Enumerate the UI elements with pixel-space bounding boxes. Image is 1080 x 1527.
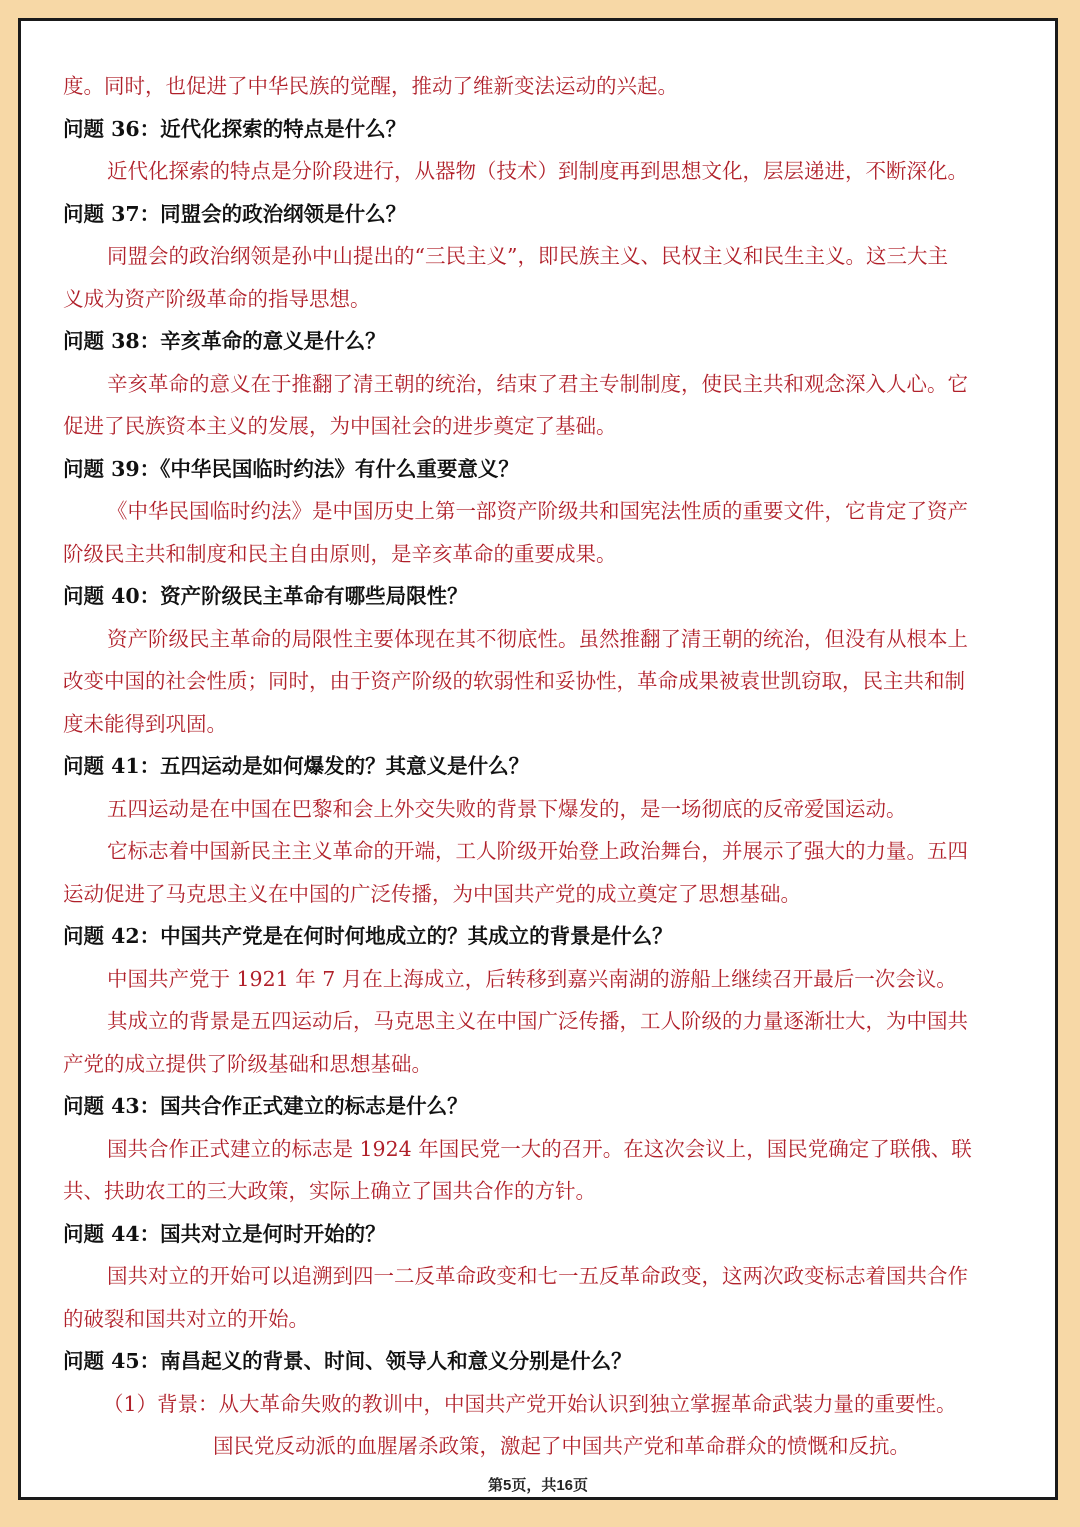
question-heading: 问题 45：南昌起义的背景、时间、领导人和意义分别是什么？ [63,1349,632,1373]
question-heading: 问题 36：近代化探索的特点是什么？ [63,116,407,141]
answer-text-line: 其成立的背景是五四运动后，马克思主义在中国广泛传播，工人阶级的力量逐渐壮大，为中国共 [107,1009,968,1033]
answer-text-line: 国共对立的开始可以追溯到四一二反革命政变和七一五反革命政变，这两次政变标志着国共合作 [107,1264,968,1288]
page-content [63,65,1023,1468]
question-heading: 问题 42：中国共产党是在何时何地成立的？其成立的背景是什么？ [63,924,673,948]
answer-text-line: 资产阶级民主革命的局限性主要体现在其不彻底性。虽然推翻了清王朝的统治，但没有从根本上 [107,626,968,651]
answer-text-line: 同盟会的政治纲领是孙中山提出的“三民主义”，即民族主义、民权主义和民生主义。这三大主 [107,244,948,268]
answer-text-line: 促进了民族资本主义的发展，为中国社会的进步奠定了基础。 [63,414,617,438]
answer-text-line: 义成为资产阶级革命的指导思想。 [63,286,371,311]
answer-text-line: 它标志着中国新民主主义革命的开端，工人阶级开始登上政治舞台，并展示了强大的力量。五四 [107,839,968,863]
answer-text-line: 度未能得到巩固。 [63,711,227,736]
answer-text-line: 改变中国的社会性质；同时，由于资产阶级的软弱性和妥协性，革命成果被袁世凯窃取，民主共和制 [63,669,965,693]
question-heading: 问题 40：资产阶级民主革命有哪些局限性？ [63,584,468,608]
answer-text-line: 产党的成立提供了阶级基础和思想基础。 [63,1051,432,1076]
answer-text-line: 度。同时，也促进了中华民族的觉醒，推动了维新变法运动的兴起。 [63,74,678,98]
page-number: 第5页，共16页 [487,1477,589,1494]
answer-text-line: （1）背景：从大革命失败的教训中，中国共产党开始认识到独立掌握革命武装力量的重要性。 [103,1391,957,1416]
answer-text-line: 国民党反动派的血腥屠杀政策，激起了中国共产党和革命群众的愤慨和反抗。 [213,1434,910,1458]
question-heading: 问题 37：同盟会的政治纲领是什么？ [63,201,407,226]
question-heading: 问题 43：国共合作正式建立的标志是什么？ [63,1094,468,1118]
question-heading: 问题 39：《中华民国临时约法》有什么重要意义？ [63,456,519,481]
answer-text-line: 近代化探索的特点是分阶段进行，从器物（技术）到制度再到思想文化，层层递进，不断深化。 [107,159,968,183]
document-page [18,18,1058,1500]
answer-text-line: 中国共产党于 1921 年 7 月在上海成立，后转移到嘉兴南湖的游船上继续召开最后一次会议。 [107,966,957,991]
answer-text-line: 阶级民主共和制度和民主自由原则，是辛亥革命的重要成果。 [63,541,617,566]
answer-text-line: 的破裂和国共对立的开始。 [63,1306,309,1331]
answer-text-line: 国共合作正式建立的标志是 1924 年国民党一大的召开。在这次会议上，国民党确定了联俄、联 [107,1136,972,1161]
answer-text-line: 运动促进了马克思主义在中国的广泛传播，为中国共产党的成立奠定了思想基础。 [63,881,801,906]
answer-text-line: 五四运动是在中国在巴黎和会上外交失败的背景下爆发的，是一场彻底的反帝爱国运动。 [107,796,907,821]
question-heading: 问题 44：国共对立是何时开始的？ [63,1221,386,1246]
answer-text-line: 辛亥革命的意义在于推翻了清王朝的统治，结束了君主专制制度，使民主共和观念深入人心。它 [107,371,968,396]
question-heading: 问题 41：五四运动是如何爆发的？其意义是什么？ [63,754,530,778]
answer-text-line: 共、扶助农工的三大政策，实际上确立了国共合作的方针。 [63,1179,596,1203]
answer-text-line: 《中华民国临时约法》是中国历史上第一部资产阶级共和国宪法性质的重要文件，它肯定了资产 [107,499,968,523]
question-heading: 问题 38：辛亥革命的意义是什么？ [63,329,386,353]
